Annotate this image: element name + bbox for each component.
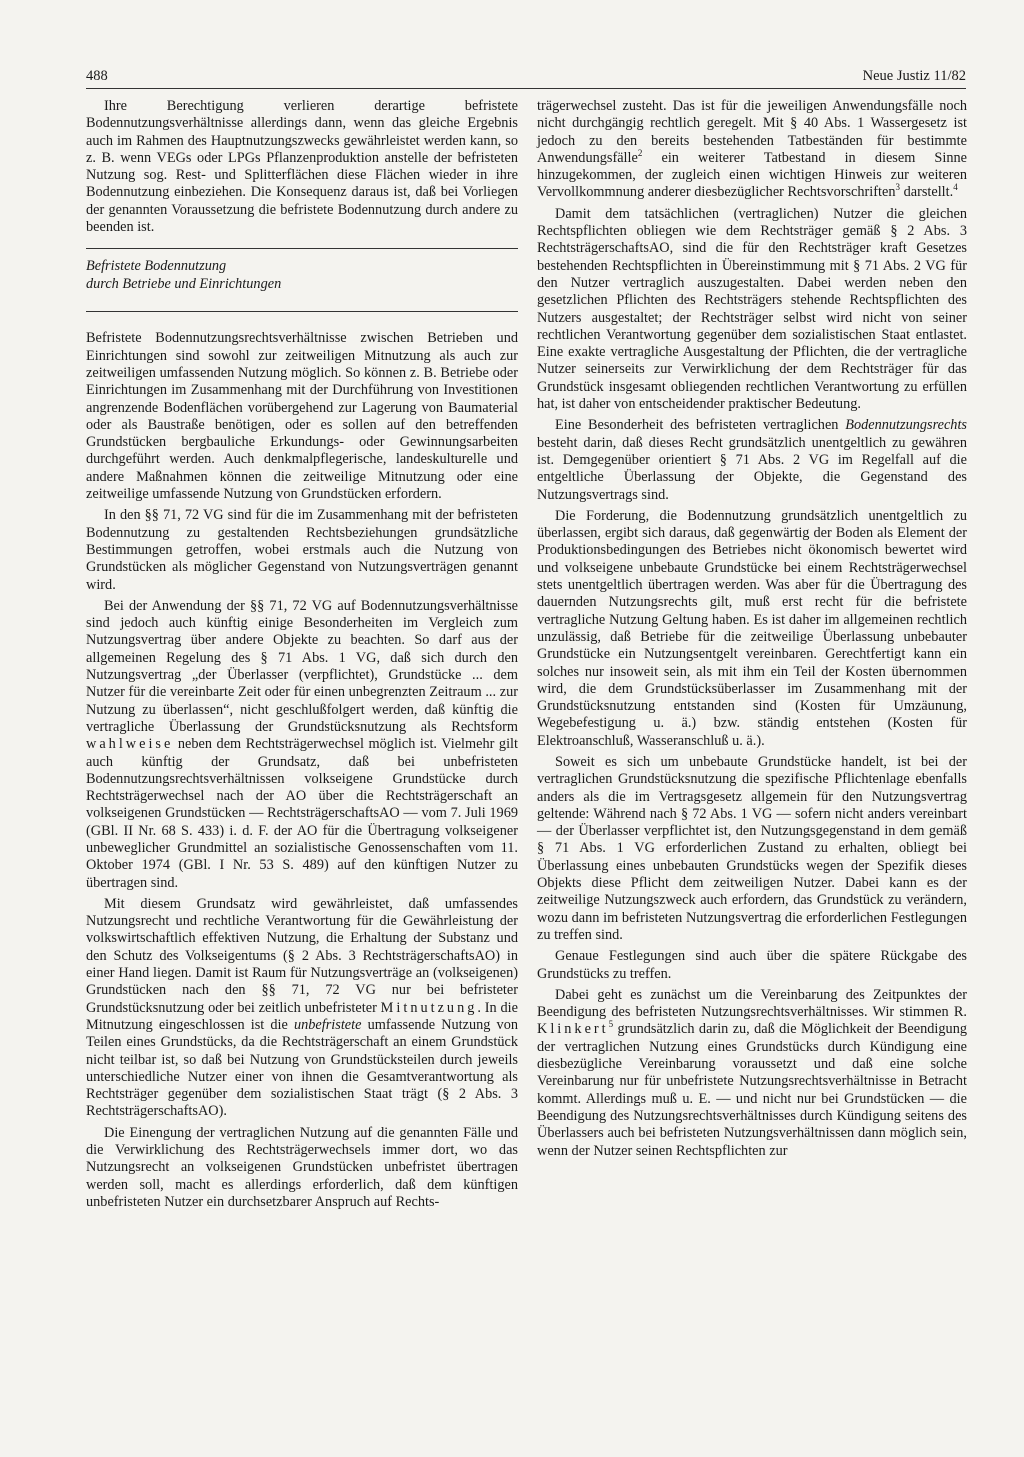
paragraph: Damit dem tatsächlichen (vertraglichen) Nutzer die gleichen Rechtspflichten obliegen wie dem Rechtsträger gemäß § 2 Abs. 3 RechtsträgerschaftsAO, sind die für den Rechtsträger kraft Gesetzes bestehenden Rechtspflichten in Übereinstimmung mit § 71 Abs. 2 VG für den Nutzer vertraglich auszugestalten. Dabei werden neben den gesetzlichen Pflichten des Rechtsträgers stehende Rechtspflichten des Nutzers ausgestaltet; der Rechtsträger selbst wird nicht von seiner rechtlichen Verantwortung gegenüber dem sozialistischen Staat entlastet. Eine exakte vertragliche Ausgestaltung der Pflichten, die der vertragliche Nutzer seinerseits zur Verwirklichung der dem Rechtsträger für das Grundstück insgesamt obliegenden rechtlichen Verantwortung zu erfüllen hat, ist daher von entscheidender praktischer Bedeutung. [537,205,967,413]
paragraph [537,987,967,1160]
page-number: 488 [86,68,108,84]
text-run: trägerwechsel zusteht. Das ist für die jeweiligen Anwendungsfälle noch nicht durchgängig rechtlich geregelt. Mit § 40 Abs. 1 Wassergesetz ist jedoch zu den bereits bestehenden Tatbeständen für bestimmte Anwendungsfälle [537,98,967,166]
paragraph: Die Forderung, die Bodennutzung grundsätzlich unentgeltlich zu überlassen, ergibt sich daraus, daß gegenwärtig der Boden als Element der Produktionsbedingungen des Betriebes nicht ökonomisch bewertet wird und volkseigene unbebaute Grundstücke bei einem Rechtsträgerwechsel stets unentgeltlich übertragen werden. Was aber für die Übertragung des dauernden Nutzungsrechts gilt, muß erst recht für die befristete vertragliche Nutzung Geltung haben. Es ist daher im allgemeinen rechtlich unzulässig, daß Betriebe für die zeitweilige Überlassung unbebauter Grundstücke ein Nutzungsentgelt vereinbaren. Gerechtfertigt kann ein solches nur insoweit sein, als mit ihm ein Teil der Kosten übernommen wird, die dem Grundstücksüberlasser im Zusammenhang mit der Grundstücksnutzung entstanden sind (Kosten für Umzäunung, Wegebefestigung u. ä.) bzw. ständig entstehen (Kosten für Elektroanschluß, Wasseranschluß u. ä.). [537,507,967,749]
text-run: Eine Besonderheit des befristeten vertraglichen [555,417,839,434]
italic-emphasis: unbefristete [293,1016,362,1033]
paragraph: In den §§ 71, 72 VG sind für die im Zusammenhang mit der befristeten Bodennutzung zu gestaltenden Rechtsbeziehungen grundsätzliche Bestimmungen getroffen, wobei erstmals auch die Nutzung von Grundstücken als möglicher Gegenstand von Nutzungsverträgen genannt wird. [86,507,518,593]
spaced-emphasis: Klinkert [537,1021,609,1038]
section-heading-line: Befristete Bodennutzung [86,258,227,275]
spaced-emphasis: wahlweise [86,736,174,753]
footnote-ref: 5 [608,1019,614,1030]
paragraph: Genaue Festlegungen sind auch über die spätere Rückgabe des Grundstücks zu treffen. [537,948,967,982]
text-run: Bei der Anwendung der §§ 71, 72 VG auf Bodennutzungsverhältnisse sind jedoch auch künftig einige Besonderheiten im Vergleich zum Nutzungsvertrag über andere Objekte zu beachten. So darf aus der allgemeinen Regelung des § 71 Abs. 1 VG, daß sich durch den Nutzungsvertrag „der Überlasser (verpflichtet), Grundstücke ... dem Nutzer für die vereinbarte Zeit oder für einen unbegrenzten Zeitraum ... zur Nutzung zu überlassen“, nicht geschlußfolgert werden, daß künftig die vertragliche Überlassung der Grundstücksnutzung als Rechtsform [86,597,518,735]
paragraph: Befristete Bodennutzungsrechtsverhältnisse zwischen Betrieben und Einrichtungen sind sowohl zur zeitweiligen Mitnutzung als auch zur zeitweiligen umfassenden Nutzung möglich. So können z. B. Betriebe oder Einrichtungen im Zusammenhang mit der Durchführung von Investitionen angrenzende Bodenflächen vorübergehend zur Lagerung von Baumaterial oder als Baustraße benötigen, oder es sollen auf den betreffenden Grundstücken bergbauliche Erkundungs- oder Gewinnungsarbeiten durchgeführt werden. Auch denkmalpflegerische, landeskulturelle und andere Maßnahmen können die zeitweilige Mitnutzung oder eine zeitweilige umfassende Nutzung von Grundstücken erfordern. [86,330,518,503]
paragraph: Die Einengung der vertraglichen Nutzung auf die genannten Fälle und die Verwirklichung des Rechtsträgerwechsels immer dort, wo das Nutzungsrecht an volkseigenen Grundstücken unbefristet übertragen werden soll, macht es allerdings erforderlich, daß dem künftigen unbefristeten Nutzer ein durchsetzbarer Anspruch auf Rechts- [86,1124,518,1210]
text-run: besteht darin, daß dieses Recht grundsätzlich unentgeltlich zu gewähren ist. Demgegenüber orientiert § 71 Abs. 2 VG im Regelfall auf die entgeltliche Überlassung der Objekte, die Gegenstand des Nutzungsvertrags sind. [537,434,967,503]
text-run: grundsätzlich darin zu, daß die Möglichkeit der Beendigung der vertraglichen Nutzung eines Grundstücks durch Kündigung eine diesbezügliche Vereinbarung voraussetzt und daß eine solche Vereinbarung nur für unbefristete Nutzungsrechtsverhältnisse in Betracht kommt. Allerdings muß u. E. — und nicht nur bei Grundstücken — die Beendigung des Nutzungsrechtsverhältnisses durch Kündigung seitens des Überlassers auch bei befristeten Nutzungsverhältnissen dann möglich sein, wenn der Nutzer seinen Rechtspflichten zur [537,1021,967,1159]
section-heading-line: durch Betriebe und Einrichtungen [86,276,282,293]
footnote-ref: 3 [895,182,900,193]
text-run: darstellt. [900,184,954,201]
paragraph: Soweit es sich um unbebaute Grundstücke handelt, ist bei der vertraglichen Grundstücksnutzung die spezifische Pflichtenlage ebenfalls anders als die im Vertragsgesetz allgemein für den Nutzungsvertrag geltende: Während nach § 72 Abs. 1 VG — sofern nicht anders vereinbart — der Überlasser verpflichtet ist, den Nutzungsgegenstand in dem gemäß § 71 Abs. 1 VG erforderlichen Zustand zu erhalten, obliegt bei Überlassung eines unbebauten Grundstücks wegen der Spezifik dieses Objekts diese Pflicht dem zeitweiligen Nutzer. Dabei kann es der zeitweilige Nutzungszweck auch erfordern, das Grundstück zu verändern, wozu dann im befristeten Nutzungsvertrag die erforderlichen Festlegungen zu treffen sind. [537,753,967,943]
text-run: Mit diesem Grundsatz wird gewährleistet, daß umfassendes Nutzungsrecht und rechtliche Verantwortung für die Gewährleistung der volkswirtschaftlich effektiven Nutzung, die Erhaltung der Substanz und den Schutz des Volkseigentums (§ 2 Abs. 3 RechtsträgerschaftsAO) in einer Hand liegen. Damit ist Raum für Nutzungsverträge an (volkseigenen) Grundstücken nach den §§ 71, 72 VG nur bei befristeter Grundstücksnutzung oder bei zeitlich unbefristeter [86,895,518,1016]
page-header [86,68,966,90]
text-run: Dabei geht es zunächst um die Vereinbarung des Zeitpunktes der Beendigung des befristeten Nutzungsrechtsverhältnisses. Wir stimmen R. [537,986,967,1021]
paragraph: Ihre Berechtigung verlieren derartige befristete Bodennutzungsverhältnisse allerdings dann, wenn das gleiche Ergebnis auch im Rahmen des Hauptnutzungszwecks gewährleistet werden kann, so z. B. wenn VEGs oder LPGs Pflanzenproduktion anstelle der befristeten Nutzung sog. Rest- und Splitterflächen diese Flächen wieder in ihre Bodennutzung einbeziehen. Die Konsequenz daraus ist, daß bei Vorliegen der genannten Voraussetzung die befristete Bodennutzung durch andere zu beenden ist. [86,98,518,236]
journal-issue: Neue Justiz 11/82 [862,68,966,84]
paragraph [537,417,967,503]
text-run: . In die Mitnutzung eingeschlossen ist die [86,999,518,1033]
right-column [537,98,967,1164]
text-run: neben dem Rechtsträgerwechsel möglich ist. Vielmehr gilt auch künftig der Grundsatz, daß bei unbefristeten Bodennutzungsrechtsverhältnissen volkseigene Grundstücke durch Rechtsträgerwechsel nach der AO über die Rechtsträgerschaft an volkseigenen Grundstücken — RechtsträgerschaftsAO — vom 7. Juli 1969 (GBl. II Nr. 68 S. 433) i. d. F. der AO für die Übertragung volkseigener unbeweglicher Grundmittel an sozialistische Genossenschaften vom 11. Oktober 1974 (GBl. I Nr. 53 S. 489) auf den künftigen Nutzer zu übertragen sind. [86,736,519,891]
footnote-ref: 4 [953,182,958,193]
footnote-ref: 2 [637,148,643,159]
section-rule-top [86,248,518,249]
text-run: umfassende Nutzung von Teilen eines Grundstücks, da die Rechtsträgerschaft an einem Grundstück nicht teilbar ist, so daß bei Nutzung von Grundstücksteilen durch jeweils unterschiedliche Nutzer einer von ihnen die Gesamtverantwortung als Rechtsträger gegenüber dem sozialistischen Staat trägt (§ 2 Abs. 3 RechtsträgerschaftsAO). [86,1016,518,1120]
left-column [86,98,518,1215]
header-rule [86,88,966,89]
paragraph [86,896,518,1121]
spaced-emphasis: Mitnutzung [380,999,478,1016]
italic-emphasis: Bodennutzungsrechts [845,417,967,434]
text-run: ein weiterer Tatbestand in diesem Sinne hinzugekommen, der zugleich einen wichtigen Hinweis zur weiteren Vervollkommnung anderer diesbezüglicher Rechtsvorschriften [537,149,967,201]
section-heading [86,257,518,293]
paragraph [537,98,967,202]
section-rule-bottom [86,311,518,312]
paragraph [86,598,518,892]
